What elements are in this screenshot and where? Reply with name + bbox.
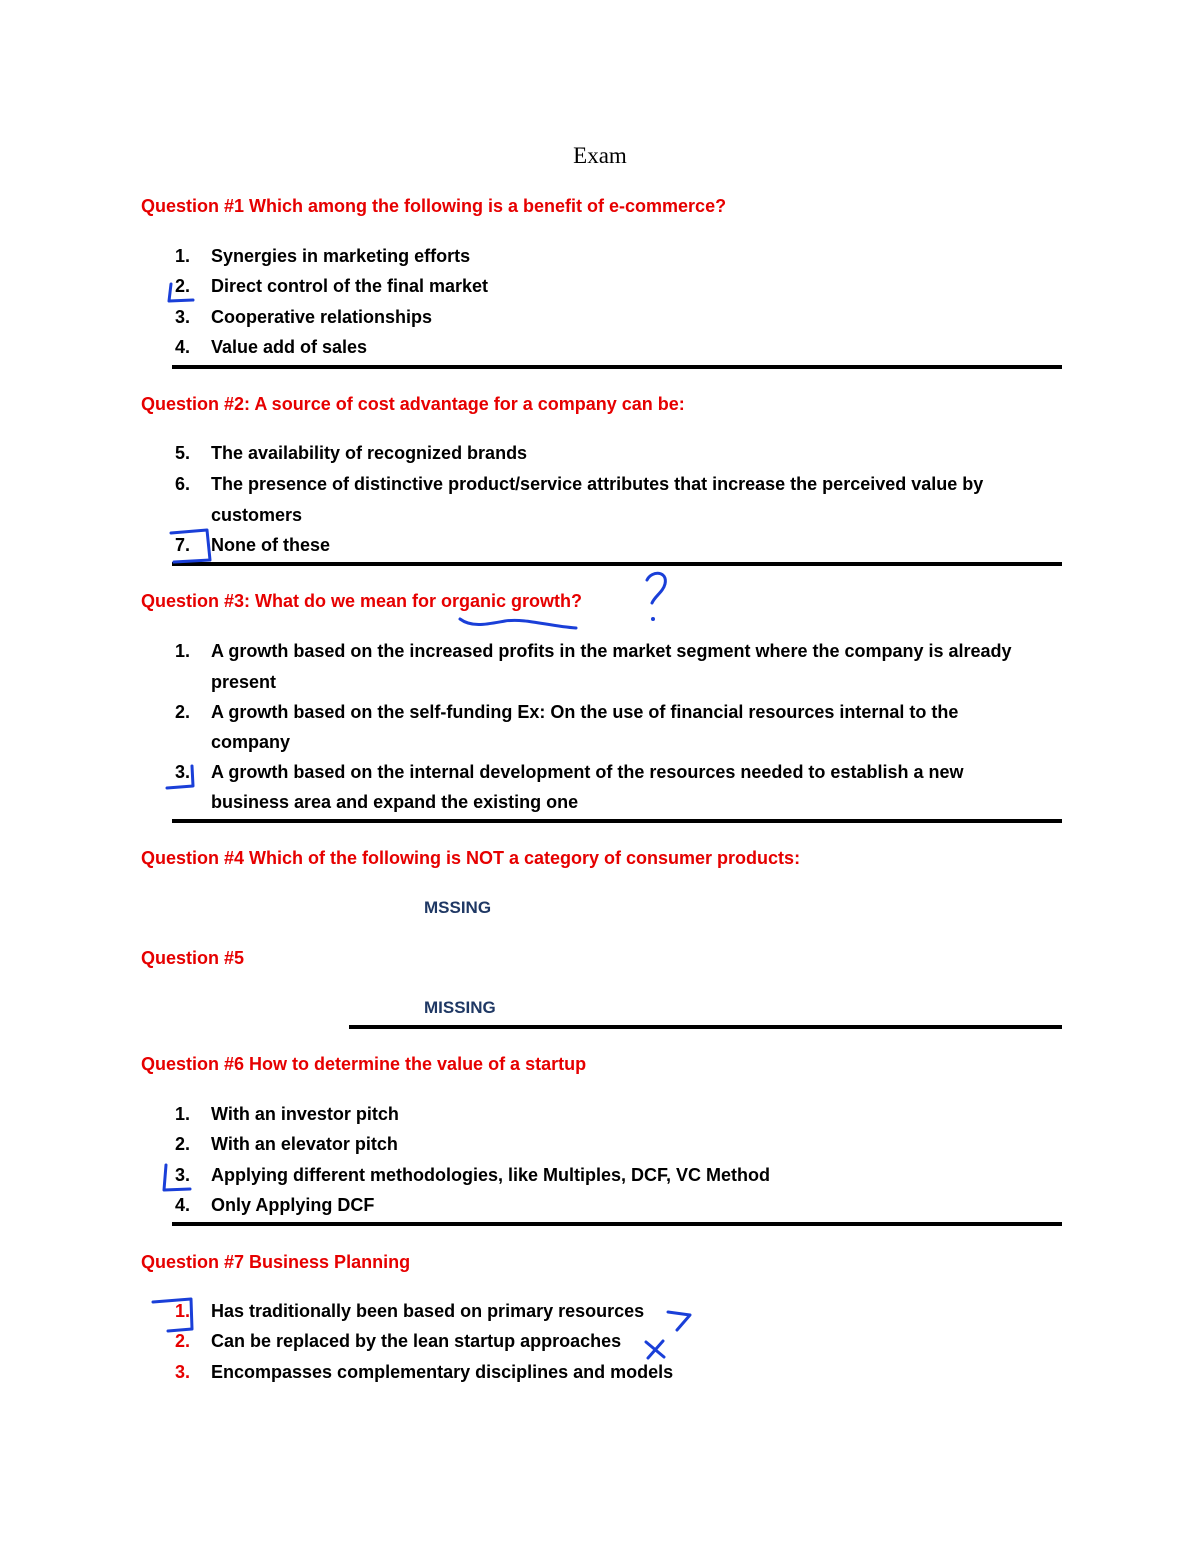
q5-missing-note: MISSING	[424, 998, 496, 1017]
q2-option-6-text-continued: customers	[211, 505, 303, 525]
q6-option-1-number: 1.	[175, 1104, 191, 1124]
q1-option-3-number: 3.	[175, 307, 191, 327]
q1-option-1-number: 1.	[175, 246, 191, 266]
q3-option-3-text: A growth based on the internal development of the resources needed to establish a new	[211, 762, 964, 782]
q3-option-1-text-continued: present	[211, 672, 277, 692]
q1-option-2-text: Direct control of the final market	[211, 276, 489, 296]
q1-option-2-number: 2.	[175, 276, 191, 296]
annotation-seven-mark	[668, 1312, 690, 1330]
q6-option-1-text: With an investor pitch	[211, 1104, 399, 1124]
q6-option-3-text: Applying different methodologies, like Multiples, DCF, VC Method	[211, 1165, 771, 1185]
exam-title: Exam	[573, 143, 627, 168]
cross-mark-annotation	[646, 1341, 664, 1358]
answer-mark-q3	[167, 766, 193, 788]
q6-option-3-number: 3.	[175, 1165, 191, 1185]
q6-option-4-number: 4.	[175, 1195, 191, 1215]
q7-option-2-text: Can be replaced by the lean startup approaches	[211, 1331, 622, 1351]
q1-option-4-number: 4.	[175, 337, 191, 357]
q1-option-1-text: Synergies in marketing efforts	[211, 246, 471, 266]
question-4-heading: Question #4 Which of the following is NOT a category of consumer products:	[141, 848, 801, 868]
q3-option-3-number: 3.	[175, 762, 191, 782]
q3-option-2-text-continued: company	[211, 732, 291, 752]
underline-organic-growth	[460, 619, 576, 628]
question-1-heading: Question #1 Which among the following is a benefit of e-commerce?	[141, 196, 727, 216]
q2-option-5-text: The availability of recognized brands	[211, 443, 528, 463]
q7-option-2-number: 2.	[175, 1331, 191, 1351]
q3-option-2-text: A growth based on the self-funding Ex: On the use of financial resources internal to the	[211, 702, 959, 722]
question-6-heading: Question #6 How to determine the value of a startup	[141, 1054, 587, 1074]
q2-option-5-number: 5.	[175, 443, 191, 463]
q2-option-7-number: 7.	[175, 535, 191, 555]
question-7-heading: Question #7 Business Planning	[141, 1252, 411, 1272]
q1-option-3-text: Cooperative relationships	[211, 307, 433, 327]
answer-mark-q7	[153, 1299, 192, 1331]
q7-option-3-number: 3.	[175, 1362, 191, 1382]
q7-option-1-number: 1.	[175, 1301, 191, 1321]
question-2-heading: Question #2: A source of cost advantage for a company can be:	[141, 394, 685, 414]
q3-option-1-number: 1.	[175, 641, 191, 661]
answer-mark-q2	[171, 530, 210, 562]
q3-option-1-text: A growth based on the increased profits in the market segment where the company is already	[211, 641, 1012, 661]
q3-option-2-number: 2.	[175, 702, 191, 722]
q6-option-2-text: With an elevator pitch	[211, 1134, 398, 1154]
question-5-heading: Question #5	[141, 948, 245, 968]
q2-option-6-number: 6.	[175, 474, 191, 494]
answer-mark-q6	[164, 1165, 190, 1190]
answer-mark-q1	[169, 284, 193, 301]
q6-option-4-text: Only Applying DCF	[211, 1195, 375, 1215]
q4-missing-note: MSSING	[424, 898, 492, 917]
question-3-heading: Question #3: What do we mean for organic growth?	[141, 591, 583, 611]
q3-option-3-text-continued: business area and expand the existing one	[211, 792, 579, 812]
q7-option-3-text: Encompasses complementary disciplines and models	[211, 1362, 674, 1382]
q1-option-4-text: Value add of sales	[211, 337, 368, 357]
question-mark-annotation	[647, 573, 665, 603]
q7-option-1-text: Has traditionally been based on primary resources	[211, 1301, 645, 1321]
q2-option-7-text: None of these	[211, 535, 331, 555]
q2-option-6-text: The presence of distinctive product/service attributes that increase the perceived value by	[211, 474, 984, 494]
q6-option-2-number: 2.	[175, 1134, 191, 1154]
question-mark-dot	[651, 617, 655, 621]
